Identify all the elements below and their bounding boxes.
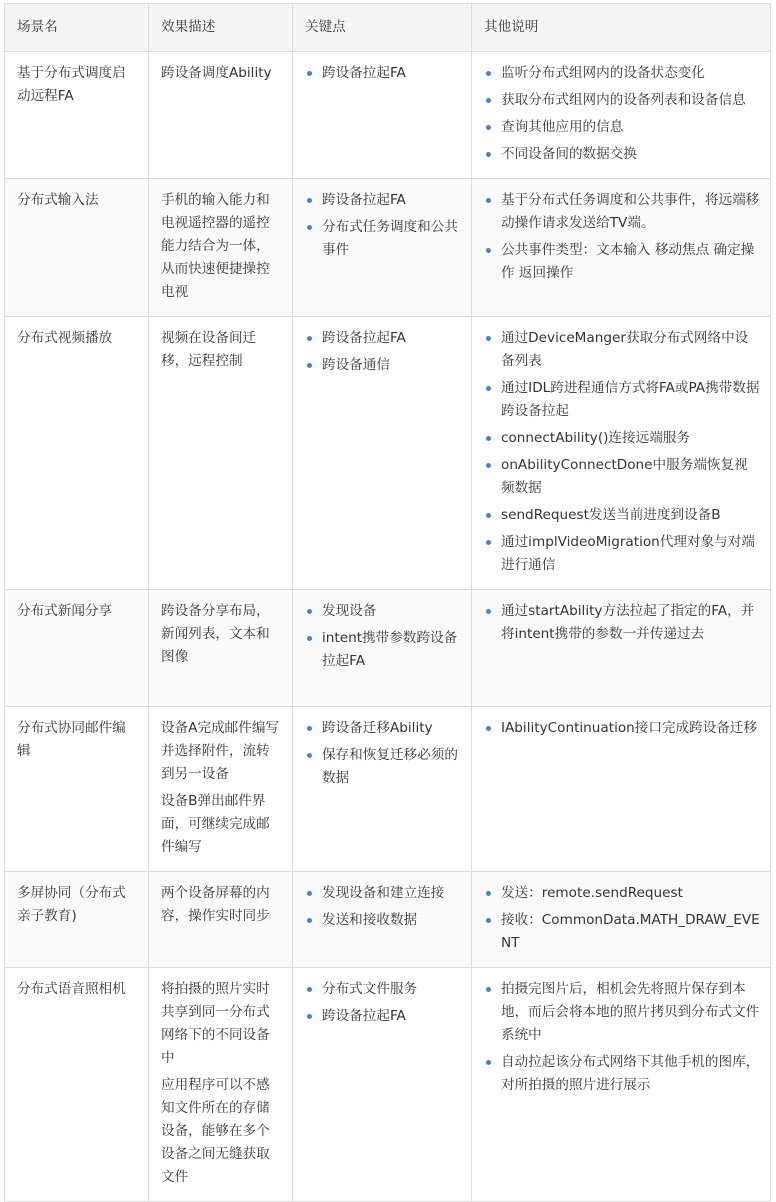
list-item: 分布式文件服务 — [322, 978, 461, 1001]
list-item: 通过DeviceManger获取分布式网络中设备列表 — [501, 327, 760, 373]
other-notes-list — [484, 62, 760, 166]
list-item: 监听分布式组网内的设备状态变化 — [501, 62, 760, 85]
cell-scene: 分布式协同邮件编辑 — [5, 707, 149, 872]
table-row — [5, 590, 771, 707]
cell-scene: 分布式语音照相机 — [5, 968, 149, 1202]
cell-effect — [149, 968, 293, 1202]
list-item: 跨设备拉起FA — [322, 189, 461, 212]
effect-paragraph: 两个设备屏幕的内容，操作实时同步 — [161, 885, 270, 924]
cell-other-notes — [472, 179, 771, 317]
list-item: 跨设备拉起FA — [322, 327, 461, 350]
list-item: 接收：CommonData.MATH_DRAW_EVENT — [501, 909, 760, 955]
list-item: 查询其他应用的信息 — [501, 116, 760, 139]
table-row — [5, 317, 771, 590]
cell-scene: 分布式新闻分享 — [5, 590, 149, 707]
effect-paragraph: 视频在设备间迁移，远程控制 — [161, 330, 257, 369]
list-item: 跨设备通信 — [322, 354, 461, 377]
cell-scene: 分布式输入法 — [5, 179, 149, 317]
effect-paragraph: 手机的输入能力和电视遥控器的遥控能力结合为一体，从而快速便捷操控电视 — [161, 192, 270, 300]
other-notes-list — [484, 978, 760, 1097]
list-item: 发现设备和建立连接 — [322, 882, 461, 905]
cell-key-points — [293, 707, 472, 872]
cell-scene: 多屏协同（分布式亲子教育) — [5, 872, 149, 968]
other-notes-list — [484, 717, 760, 740]
effect-paragraph: 设备A完成邮件编写并选择附件，流转到另一设备 — [161, 720, 280, 782]
list-item: 发送：remote.sendRequest — [501, 882, 760, 905]
list-item: 公共事件类型：文本输入 移动焦点 确定操作 返回操作 — [501, 239, 760, 285]
key-points-list — [305, 978, 461, 1028]
effect-paragraph: 应用程序可以不感知文件所在的存储设备，能够在多个设备之间无缝获取文件 — [161, 1077, 270, 1185]
table-body — [5, 52, 771, 1202]
effect-paragraph: 跨设备调度Ability — [161, 65, 272, 81]
key-points-list — [305, 327, 461, 377]
key-points-list — [305, 882, 461, 932]
list-item: 跨设备拉起FA — [322, 1005, 461, 1028]
list-item: 分布式任务调度和公共事件 — [322, 216, 461, 262]
other-notes-list — [484, 327, 760, 577]
other-notes-list — [484, 600, 760, 646]
list-item: 通过startAbility方法拉起了指定的FA，并将intent携带的参数一并传递过去 — [501, 600, 760, 646]
effect-paragraph: 跨设备分享布局，新闻列表，文本和图像 — [161, 603, 270, 665]
key-points-list — [305, 189, 461, 262]
cell-other-notes — [472, 317, 771, 590]
table-row — [5, 968, 771, 1202]
cell-key-points — [293, 968, 472, 1202]
table-row — [5, 707, 771, 872]
header-other-notes: 其他说明 — [472, 4, 771, 52]
cell-scene: 基于分布式调度启动远程FA — [5, 52, 149, 179]
cell-key-points — [293, 52, 472, 179]
cell-other-notes — [472, 590, 771, 707]
list-item: 跨设备拉起FA — [322, 62, 461, 85]
header-key-points: 关键点 — [293, 4, 472, 52]
cell-effect — [149, 872, 293, 968]
list-item: 通过IDL跨进程通信方式将FA或PA携带数据跨设备拉起 — [501, 377, 760, 423]
header-scene: 场景名 — [5, 4, 149, 52]
cell-effect — [149, 590, 293, 707]
header-effect: 效果描述 — [149, 4, 293, 52]
cell-scene: 分布式视频播放 — [5, 317, 149, 590]
list-item: 基于分布式任务调度和公共事件，将远端移动操作请求发送给TV端。 — [501, 189, 760, 235]
list-item: intent携带参数跨设备拉起FA — [322, 627, 461, 673]
cell-key-points — [293, 872, 472, 968]
table-header-row — [5, 4, 771, 52]
table-row — [5, 872, 771, 968]
cell-key-points — [293, 590, 472, 707]
list-item: 跨设备迁移Ability — [322, 717, 461, 740]
effect-paragraph: 设备B弹出邮件界面，可继续完成邮件编写 — [161, 793, 270, 855]
list-item: IAbilityContinuation接口完成跨设备迁移 — [501, 717, 760, 740]
cell-effect — [149, 52, 293, 179]
list-item: 保存和恢复迁移必须的数据 — [322, 744, 461, 790]
cell-key-points — [293, 179, 472, 317]
cell-effect — [149, 317, 293, 590]
list-item: 自动拉起该分布式网络下其他手机的图库，对所拍摄的照片进行展示 — [501, 1051, 760, 1097]
scenario-table — [4, 3, 771, 1202]
key-points-list — [305, 600, 461, 673]
list-item: 获取分布式组网内的设备列表和设备信息 — [501, 89, 760, 112]
cell-other-notes — [472, 707, 771, 872]
table-row — [5, 52, 771, 179]
list-item: 通过implVideoMigration代理对象与对端进行通信 — [501, 531, 760, 577]
key-points-list — [305, 717, 461, 790]
cell-effect — [149, 707, 293, 872]
list-item: 不同设备间的数据交换 — [501, 143, 760, 166]
other-notes-list — [484, 882, 760, 955]
cell-other-notes — [472, 872, 771, 968]
key-points-list — [305, 62, 461, 85]
other-notes-list — [484, 189, 760, 285]
effect-paragraph: 将拍摄的照片实时共享到同一分布式网络下的不同设备中 — [161, 981, 270, 1066]
cell-key-points — [293, 317, 472, 590]
list-item: onAbilityConnectDone中服务端恢复视频数据 — [501, 454, 760, 500]
table-row — [5, 179, 771, 317]
list-item: 发送和接收数据 — [322, 909, 461, 932]
list-item: sendRequest发送当前进度到设备B — [501, 504, 760, 527]
cell-other-notes — [472, 52, 771, 179]
cell-other-notes — [472, 968, 771, 1202]
list-item: connectAbility()连接远端服务 — [501, 427, 760, 450]
list-item: 拍摄完图片后，相机会先将照片保存到本地，而后会将本地的照片拷贝到分布式文件系统中 — [501, 978, 760, 1047]
cell-effect — [149, 179, 293, 317]
list-item: 发现设备 — [322, 600, 461, 623]
